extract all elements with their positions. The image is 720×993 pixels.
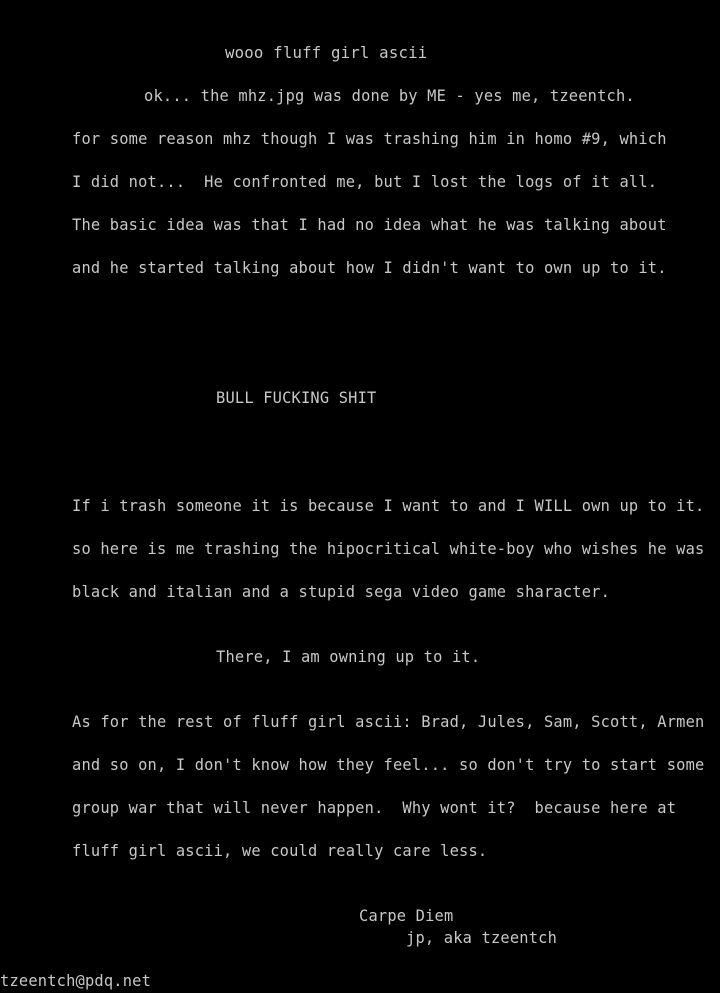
paragraph2-line-1: If i trash someone it is because I want to and I WILL own up to it.: [72, 496, 705, 515]
intro-line: ok... the mhz.jpg was done by ME - yes me, tzeentch.: [144, 86, 635, 105]
exclamation-line: BULL FUCKING SHIT: [216, 388, 377, 407]
owning-up-line: There, I am owning up to it.: [216, 647, 481, 666]
email-address: tzeentch@pdq.net: [0, 971, 152, 990]
signature-line: jp, aka tzeentch: [406, 928, 558, 947]
paragraph3-line-3: group war that will never happen. Why wont it? because here at: [72, 798, 677, 817]
document-title: wooo fluff girl ascii: [225, 43, 428, 62]
signoff-line: Carpe Diem: [359, 906, 454, 925]
paragraph2-line-2: so here is me trashing the hipocritical white-boy who wishes he was: [72, 539, 705, 558]
paragraph3-line-4: fluff girl ascii, we could really care less.: [72, 841, 488, 860]
paragraph3-line-2: and so on, I don't know how they feel... so don't try to start some: [72, 755, 705, 774]
paragraph1-line-3: The basic idea was that I had no idea what he was talking about: [72, 215, 667, 234]
paragraph1-line-4: and he started talking about how I didn't want to own up to it.: [72, 258, 667, 277]
paragraph1-line-1: for some reason mhz though I was trashing him in homo #9, which: [72, 129, 667, 148]
paragraph1-line-2: I did not... He confronted me, but I lost the logs of it all.: [72, 172, 658, 191]
paragraph2-line-3: black and italian and a stupid sega video game sharacter.: [72, 582, 611, 601]
paragraph3-line-1: As for the rest of fluff girl ascii: Brad, Jules, Sam, Scott, Armen: [72, 712, 705, 731]
